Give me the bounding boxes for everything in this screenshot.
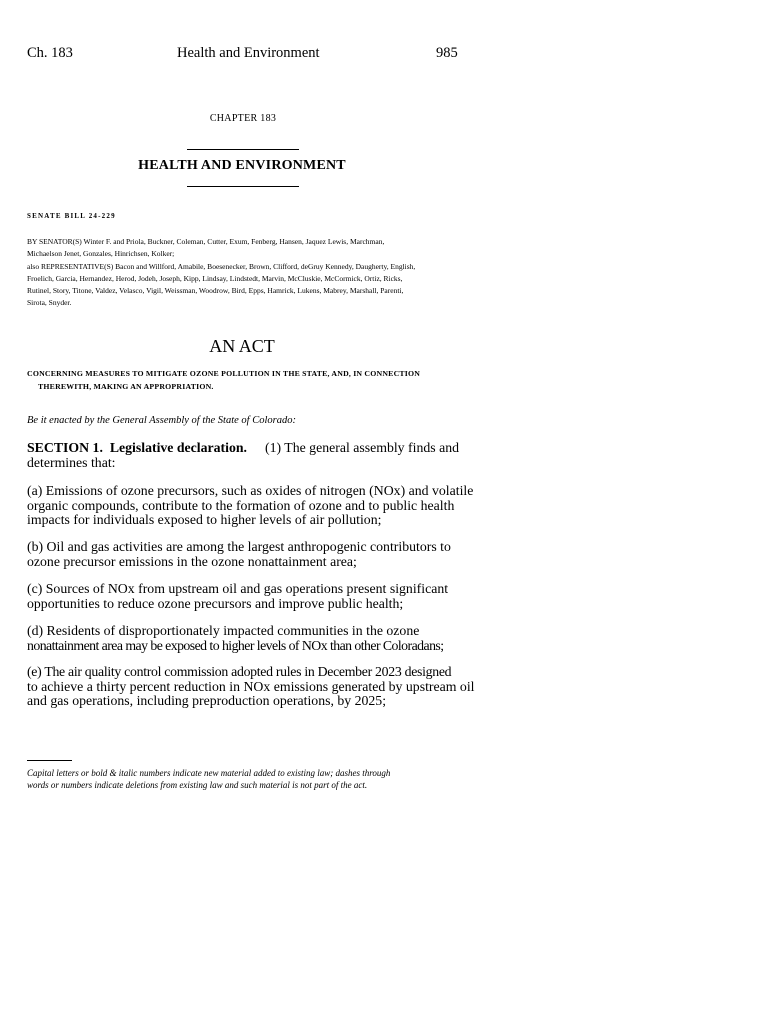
paragraph-line: impacts for individuals exposed to higher levels of air pollution; — [27, 512, 382, 528]
enacting-clause: Be it enacted by the General Assembly of the State of Colorado: — [27, 415, 296, 426]
footnote-line: words or numbers indicate deletions from existing law and such material is not part of the act. — [27, 780, 368, 790]
paragraph-line: and gas operations, including preproduction operations, by 2025; — [27, 693, 387, 709]
chapter-title: HEALTH AND ENVIRONMENT — [138, 158, 346, 173]
running-title-header: Health and Environment — [177, 45, 320, 61]
footnote-line: Capital letters or bold & italic numbers indicate new material added to existing law; dashes through — [27, 768, 391, 778]
sponsors-line: Michaelson Jenet, Gonzales, Hinrichsen, Kolker; — [27, 249, 175, 259]
title-top-rule — [187, 149, 299, 150]
section-heading: Legislative declaration. — [109, 440, 247, 455]
sponsors-line: Sirota, Snyder. — [27, 298, 72, 308]
paragraph-d — [27, 624, 459, 653]
footnote — [27, 767, 467, 791]
sponsors-line: BY SENATOR(S) Winter F. and Priola, Buckner, Coleman, Cutter, Exum, Fenberg, Hansen, Jaquez Lewis, Marchman, — [27, 237, 385, 246]
sponsors-line: Froelich, Garcia, Hernandez, Herod, Jodeh, Joseph, Kipp, Lindsay, Lindstedt, Marvin, McCluskie, McCormick, Ortiz, Ricks, — [27, 273, 403, 283]
paragraph-line: (e) The air quality control commission adopted rules in December 2023 designed — [27, 664, 452, 679]
concerning-line: THEREWITH, MAKING AN APPROPRIATION. — [38, 381, 214, 391]
paragraph-line: opportunities to reduce ozone precursors and improve public health; — [27, 595, 404, 611]
sponsors-line: Rutinel, Story, Titone, Valdez, Velasco, Vigil, Weissman, Woodrow, Bird, Epps, Hamrick, Lukens, Mabrey, Marshall, Parenti, — [27, 286, 404, 296]
section-text-line: determines that: — [27, 454, 116, 470]
sponsors-block — [27, 236, 467, 310]
concerning-clause — [27, 368, 467, 393]
concerning-line: CONCERNING MEASURES TO MITIGATE OZONE POLLUTION IN THE STATE, AND, IN CONNECTION — [27, 369, 421, 378]
paragraph-e — [27, 664, 475, 709]
paragraph-line: (c) Sources of NOx from upstream oil and gas operations present significant — [27, 581, 449, 596]
page-number: 985 — [436, 45, 458, 61]
sponsors-line: also REPRESENTATIVE(S) Bacon and Willford, Amabile, Boesenecker, Brown, Clifford, deGruy Kennedy, Daugherty, English, — [27, 261, 416, 271]
paragraph-b — [27, 540, 459, 569]
section-text: (1) The general assembly finds and — [265, 440, 459, 455]
section-label: SECTION 1. — [27, 440, 103, 455]
paragraph-c — [27, 582, 459, 611]
paragraph-line: nonattainment area may be exposed to higher levels of NOx than other Coloradans; — [27, 637, 444, 653]
section-1-paragraph — [27, 441, 459, 470]
act-heading: AN ACT — [209, 336, 275, 356]
paragraph-line: (d) Residents of disproportionately impacted communities in the ozone — [27, 623, 420, 638]
chapter-label: CHAPTER 183 — [209, 113, 277, 124]
paragraph-line: (b) Oil and gas activities are among the largest anthropogenic contributors to — [27, 539, 451, 554]
section-1-first-line — [27, 441, 459, 456]
paragraph-line: to achieve a thirty percent reduction in NOx emissions generated by upstream oil — [27, 678, 475, 694]
paragraph-a — [27, 483, 474, 528]
paragraph-line: ozone precursor emissions in the ozone nonattainment area; — [27, 553, 357, 569]
footnote-rule — [27, 760, 72, 761]
paragraph-line: organic compounds, contribute to the formation of ozone and to public health — [27, 497, 455, 513]
chapter-number-header: Ch. 183 — [27, 45, 73, 61]
bill-number: SENATE BILL 24-229 — [27, 212, 116, 220]
title-bottom-rule — [187, 186, 299, 187]
paragraph-line: (a) Emissions of ozone precursors, such as oxides of nitrogen (NOx) and volatile — [27, 483, 474, 498]
